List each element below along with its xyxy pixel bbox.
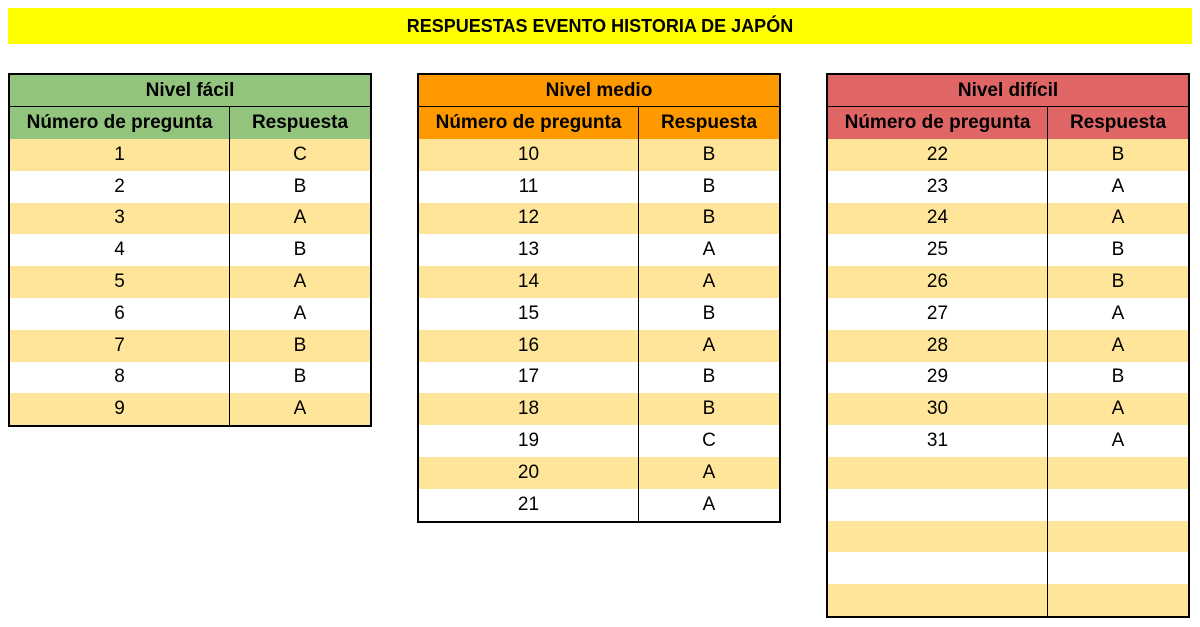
question-number-cell xyxy=(828,521,1048,553)
table-row xyxy=(419,139,779,171)
question-number-cell xyxy=(828,489,1048,521)
table-row xyxy=(828,171,1188,203)
answer-cell: A xyxy=(1111,398,1125,420)
question-number-cell: 23 xyxy=(828,171,1048,203)
table-nivel-dificil xyxy=(826,73,1190,618)
table-title: Nivel difícil xyxy=(828,75,1188,107)
table-row xyxy=(828,457,1188,489)
question-number-cell: 27 xyxy=(828,298,1048,330)
question-number-cell: 2 xyxy=(10,171,230,203)
answer-cell: C xyxy=(293,143,307,165)
question-number-cell: 30 xyxy=(828,393,1048,425)
table-header-row xyxy=(828,107,1188,139)
table-row xyxy=(419,234,779,266)
answer-cell: B xyxy=(1111,239,1125,261)
answer-cell: A xyxy=(293,271,307,293)
question-number-cell: 12 xyxy=(419,203,639,235)
question-number-cell: 1 xyxy=(10,139,230,171)
table-row xyxy=(828,362,1188,394)
column-header-answer: Respuesta xyxy=(660,112,758,133)
table-nivel-facil xyxy=(8,73,372,427)
table-row xyxy=(828,266,1188,298)
answer-cell: B xyxy=(702,302,716,324)
question-number-cell xyxy=(828,552,1048,584)
column-header-answer: Respuesta xyxy=(1069,112,1167,133)
answer-cell xyxy=(1048,457,1188,489)
answer-cell: B xyxy=(293,366,307,388)
answer-cell: A xyxy=(702,239,716,261)
question-number-cell: 9 xyxy=(10,393,230,425)
table-row xyxy=(10,393,370,425)
table-row xyxy=(828,552,1188,584)
answer-cell xyxy=(1048,584,1188,616)
table-row xyxy=(419,298,779,330)
answer-cell: A xyxy=(702,334,716,356)
answer-cell: B xyxy=(702,398,716,420)
table-row xyxy=(828,203,1188,235)
question-number-cell: 20 xyxy=(419,457,639,489)
question-number-cell: 26 xyxy=(828,266,1048,298)
question-number-cell: 3 xyxy=(10,203,230,235)
question-number-cell: 10 xyxy=(419,139,639,171)
question-number-cell: 14 xyxy=(419,266,639,298)
answer-cell: B xyxy=(702,207,716,229)
table-row xyxy=(828,489,1188,521)
table-header-row xyxy=(10,107,370,139)
answer-cell xyxy=(1048,552,1188,584)
answer-cell: C xyxy=(702,430,716,452)
column-header-answer: Respuesta xyxy=(251,112,349,133)
table-row xyxy=(828,330,1188,362)
question-number-cell: 22 xyxy=(828,139,1048,171)
answer-cell: A xyxy=(1111,302,1125,324)
question-number-cell: 19 xyxy=(419,425,639,457)
table-row xyxy=(10,362,370,394)
question-number-cell: 31 xyxy=(828,425,1048,457)
answer-cell xyxy=(1048,489,1188,521)
answer-cell: A xyxy=(1111,175,1125,197)
column-header-question-number: Número de pregunta xyxy=(10,107,230,139)
answer-cell: A xyxy=(702,493,716,515)
column-header-question-number: Número de pregunta xyxy=(419,107,639,139)
table-row xyxy=(419,330,779,362)
answer-cell: B xyxy=(702,143,716,165)
answer-cell: A xyxy=(293,207,307,229)
question-number-cell: 5 xyxy=(10,266,230,298)
question-number-cell: 21 xyxy=(419,489,639,521)
question-number-cell: 15 xyxy=(419,298,639,330)
table-row xyxy=(419,362,779,394)
question-number-cell xyxy=(828,457,1048,489)
table-row xyxy=(10,171,370,203)
table-row xyxy=(828,521,1188,553)
question-number-cell: 16 xyxy=(419,330,639,362)
answer-cell: A xyxy=(1111,207,1125,229)
question-number-cell: 28 xyxy=(828,330,1048,362)
table-nivel-medio xyxy=(417,73,781,523)
question-number-cell: 25 xyxy=(828,234,1048,266)
answer-cell: A xyxy=(293,398,307,420)
answer-cell: B xyxy=(1111,271,1125,293)
question-number-cell: 24 xyxy=(828,203,1048,235)
answer-cell: B xyxy=(702,366,716,388)
question-number-cell: 6 xyxy=(10,298,230,330)
table-row xyxy=(828,425,1188,457)
question-number-cell: 17 xyxy=(419,362,639,394)
table-row xyxy=(10,266,370,298)
table-title: Nivel fácil xyxy=(10,75,370,107)
question-number-cell: 7 xyxy=(10,330,230,362)
answer-cell: B xyxy=(1111,143,1125,165)
table-row xyxy=(419,203,779,235)
answer-cell: A xyxy=(1111,334,1125,356)
question-number-cell xyxy=(828,584,1048,616)
question-number-cell: 18 xyxy=(419,393,639,425)
page-title: RESPUESTAS EVENTO HISTORIA DE JAPÓN xyxy=(8,8,1192,44)
question-number-cell: 13 xyxy=(419,234,639,266)
answer-cell: B xyxy=(293,334,307,356)
answer-cell xyxy=(1048,521,1188,553)
table-row xyxy=(419,266,779,298)
table-row xyxy=(828,234,1188,266)
question-number-cell: 4 xyxy=(10,234,230,266)
table-row xyxy=(10,139,370,171)
table-row xyxy=(419,489,779,521)
table-row xyxy=(10,203,370,235)
answer-cell: A xyxy=(1111,430,1125,452)
answer-cell: B xyxy=(1111,366,1125,388)
table-row xyxy=(828,139,1188,171)
table-title: Nivel medio xyxy=(419,75,779,107)
table-row xyxy=(419,425,779,457)
table-row xyxy=(419,393,779,425)
question-number-cell: 29 xyxy=(828,362,1048,394)
table-row xyxy=(419,457,779,489)
answer-cell: B xyxy=(293,175,307,197)
table-row xyxy=(828,393,1188,425)
table-row xyxy=(10,298,370,330)
table-header-row xyxy=(419,107,779,139)
table-row xyxy=(419,171,779,203)
table-row xyxy=(10,330,370,362)
table-row xyxy=(828,298,1188,330)
answer-cell: B xyxy=(293,239,307,261)
table-row xyxy=(828,584,1188,616)
column-header-question-number: Número de pregunta xyxy=(828,107,1048,139)
question-number-cell: 8 xyxy=(10,362,230,394)
answer-cell: A xyxy=(293,302,307,324)
answer-cell: A xyxy=(702,461,716,483)
answer-cell: A xyxy=(702,271,716,293)
answer-cell: B xyxy=(702,175,716,197)
table-row xyxy=(10,234,370,266)
question-number-cell: 11 xyxy=(419,171,639,203)
